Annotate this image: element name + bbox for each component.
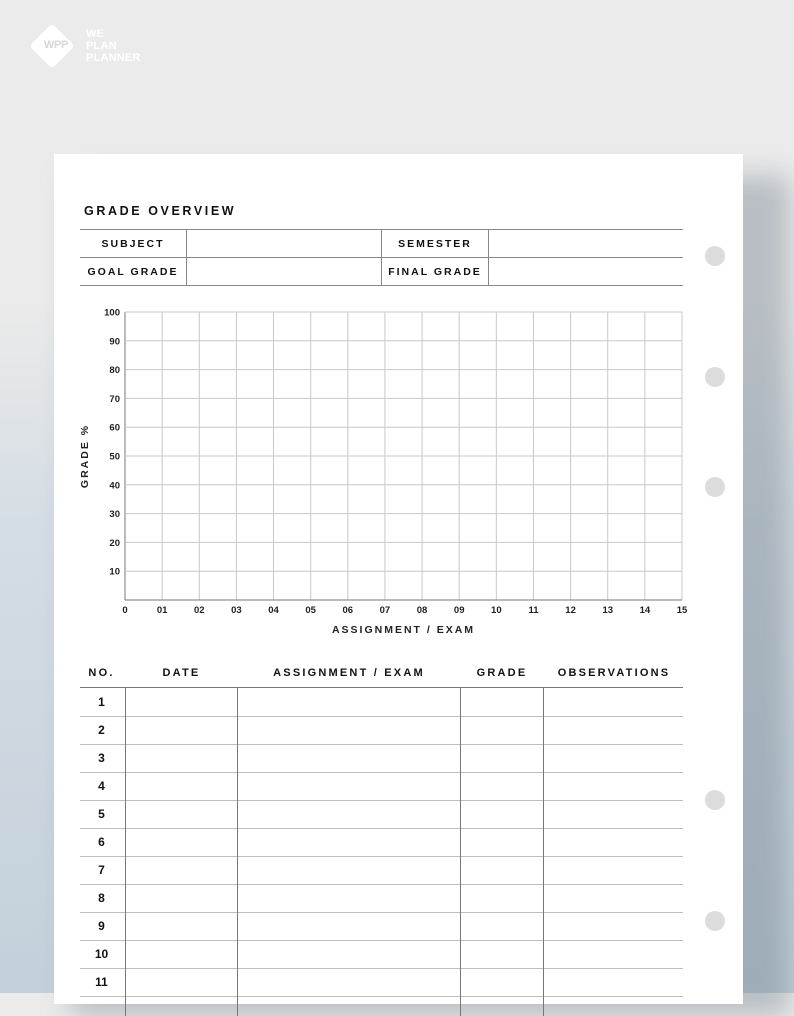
x-tick-label: 03 [231,605,242,616]
y-tick-label: 20 [109,537,120,549]
column-divider [237,688,238,1016]
logo-line-1: WE [86,28,105,40]
row-number: 11 [95,975,108,989]
y-tick-label: 70 [109,393,120,405]
subject-label: SUBJECT [101,238,165,250]
table-row[interactable] [126,800,683,827]
logo-line-3: PLANNER [86,52,141,64]
y-tick-label: 90 [109,336,120,348]
x-tick-label: 02 [193,605,205,616]
table-row[interactable] [126,940,683,967]
column-divider [460,688,461,1016]
chart-ticks [104,308,688,617]
goal-grade-label: GOAL GRADE [87,266,179,278]
row-divider [80,996,683,997]
header-no: NO. [88,667,115,679]
x-tick-label: 14 [639,605,651,616]
x-tick-label: 05 [305,605,316,616]
planner-page [54,154,743,1004]
table-row[interactable] [126,772,683,799]
y-tick-label: 100 [104,307,120,319]
table-row[interactable] [126,744,683,771]
header-grade: GRADE [476,667,528,679]
grade-chart[interactable] [54,154,743,644]
row-number: 3 [98,751,105,765]
x-tick-label: 12 [565,605,576,616]
row-number: 1 [98,695,105,709]
table-row[interactable] [126,828,683,855]
row-number: 10 [94,947,109,961]
binder-hole-icon [705,246,725,266]
table-row[interactable] [126,912,683,939]
column-divider [543,688,544,1016]
header-date: DATE [162,667,201,679]
table-row[interactable] [126,688,683,715]
final-grade-label: FINAL GRADE [388,266,482,278]
x-tick-label: 13 [602,605,614,616]
x-tick-label: 01 [156,605,168,616]
y-tick-label: 80 [109,365,120,377]
y-tick-label: 60 [109,422,120,434]
binder-hole-icon [705,911,725,931]
x-tick-label: 06 [342,605,354,616]
brand-logo [32,26,152,70]
row-number: 7 [98,863,105,877]
chart-x-axis-label: ASSIGNMENT / EXAM [331,624,476,636]
x-tick-label: 09 [453,605,465,616]
page-title: GRADE OVERVIEW [84,204,237,218]
column-divider [125,688,126,1016]
x-tick-label: 0 [122,605,128,616]
x-tick-label: 07 [379,605,391,616]
header-assignment: ASSIGNMENT / EXAM [273,667,425,679]
y-tick-label: 50 [109,451,120,463]
x-tick-label: 10 [491,605,502,616]
y-tick-label: 40 [109,480,120,492]
row-number: 9 [98,919,105,933]
binder-hole-icon [705,367,725,387]
row-number: 5 [98,807,105,821]
x-tick-label: 11 [528,605,539,616]
row-number: 6 [98,835,105,849]
binder-hole-icon [705,790,725,810]
row-number: 4 [98,779,105,793]
table-row[interactable] [126,716,683,743]
chart-y-axis-label: GRADE % [79,423,91,489]
x-tick-label: 08 [416,605,428,616]
header-observations: OBSERVATIONS [557,667,671,679]
row-number: 2 [98,723,105,737]
table-row[interactable] [126,968,683,995]
logo-text [86,28,141,64]
x-tick-label: 04 [268,605,279,616]
table-row[interactable] [126,856,683,883]
y-tick-label: 30 [109,509,120,521]
semester-label: SEMESTER [398,238,472,250]
y-tick-label: 10 [109,566,120,578]
logo-mark: WPP [43,39,69,51]
x-tick-label: 15 [676,605,688,616]
table-row[interactable] [126,884,683,911]
binder-hole-icon [705,477,725,497]
row-number: 8 [98,891,105,905]
chart-grid [125,312,682,600]
logo-line-2: PLAN [86,40,117,52]
